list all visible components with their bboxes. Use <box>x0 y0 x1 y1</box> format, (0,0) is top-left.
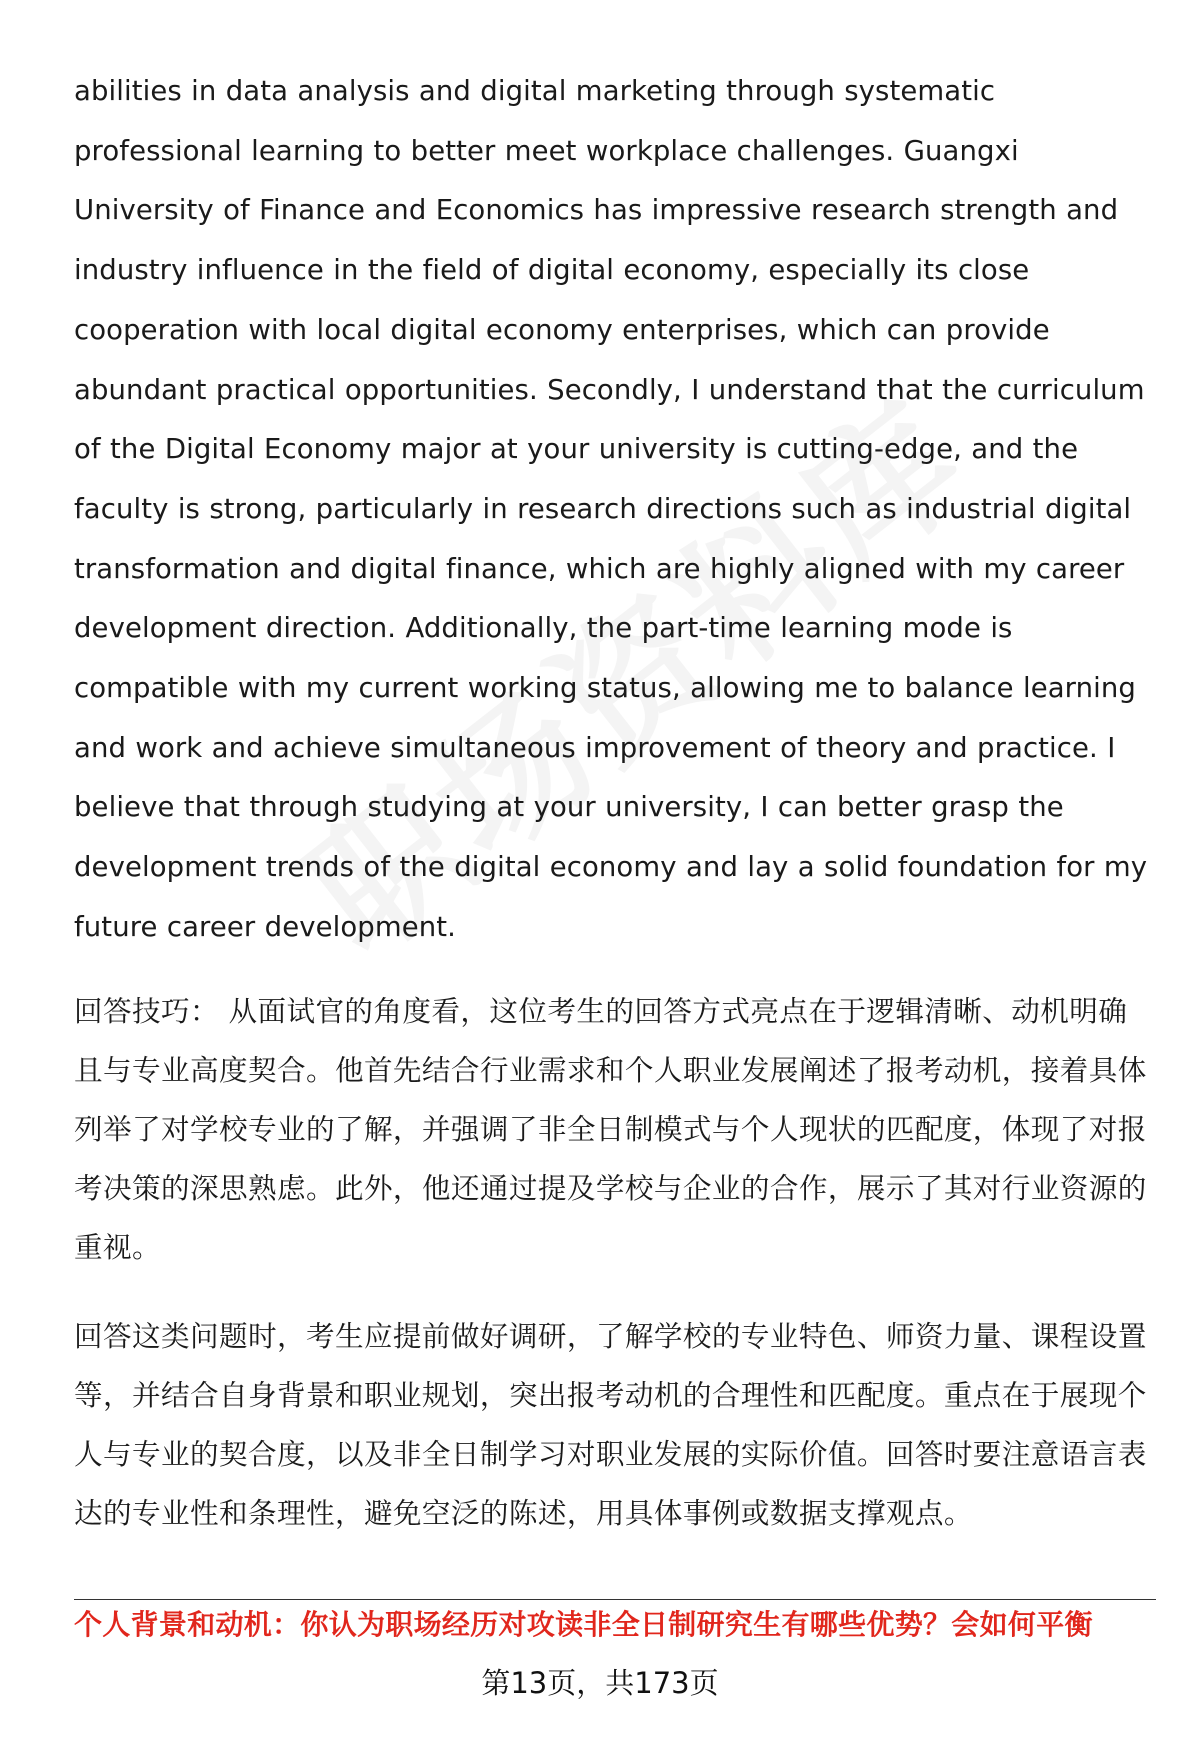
answer-english-paragraph: abilities in data analysis and digital marketing through systematic professional learning to better meet workplace challenges. Guangxi University of Finance and Economics has impressive research strength and industry influence in the field of digital economy, especially its close cooperation with local digital economy enterprises, which can provide abundant practical opportunities. Secondly, I understand that the curriculum of the Digital Economy major at your university is cutting-edge, and the faculty is strong, particularly in research directions such as industrial digital transformation and digital finance, which are highly aligned with my career development direction. Additionally, the part-time learning mode is compatible with my current working status, allowing me to balance learning and work and achieve simultaneous improvement of theory and practice. I believe that through studying at your university, I can better grasp the development trends of the digital economy and lay a solid foundation for my future career development. <box>74 75 1148 943</box>
next-question-heading: 个人背景和动机：你认为职场经历对攻读非全日制研究生有哪些优势？会如何平衡 <box>74 1608 1093 1641</box>
answer-advice-paragraph: 回答这类问题时，考生应提前做好调研，了解学校的专业特色、师资力量、课程设置等，并结合自身背景和职业规划，突出报考动机的合理性和匹配度。重点在于展现个人与专业的契合度，以及非全日制学习对职业发展的实际价值。回答时要注意语言表达的专业性和条理性，避免空泛的陈述，用具体事例或数据支撑观点。 <box>74 1318 1147 1530</box>
answer-tips-paragraph: 回答技巧： 从面试官的角度看，这位考生的回答方式亮点在于逻辑清晰、动机明确且与专业高度契合。他首先结合行业需求和个人职业发展阐述了报考动机，接着具体列举了对学校专业的了解，并强调了非全日制模式与个人现状的匹配度，体现了对报考决策的深思熟虑。此外，他还通过提及学校与企业的合作，展示了其对行业资源的重视。 <box>74 993 1147 1264</box>
page-content <box>74 62 1154 1543</box>
page-number: 第13页，共173页 <box>481 1666 719 1700</box>
section-divider <box>74 1599 1156 1600</box>
